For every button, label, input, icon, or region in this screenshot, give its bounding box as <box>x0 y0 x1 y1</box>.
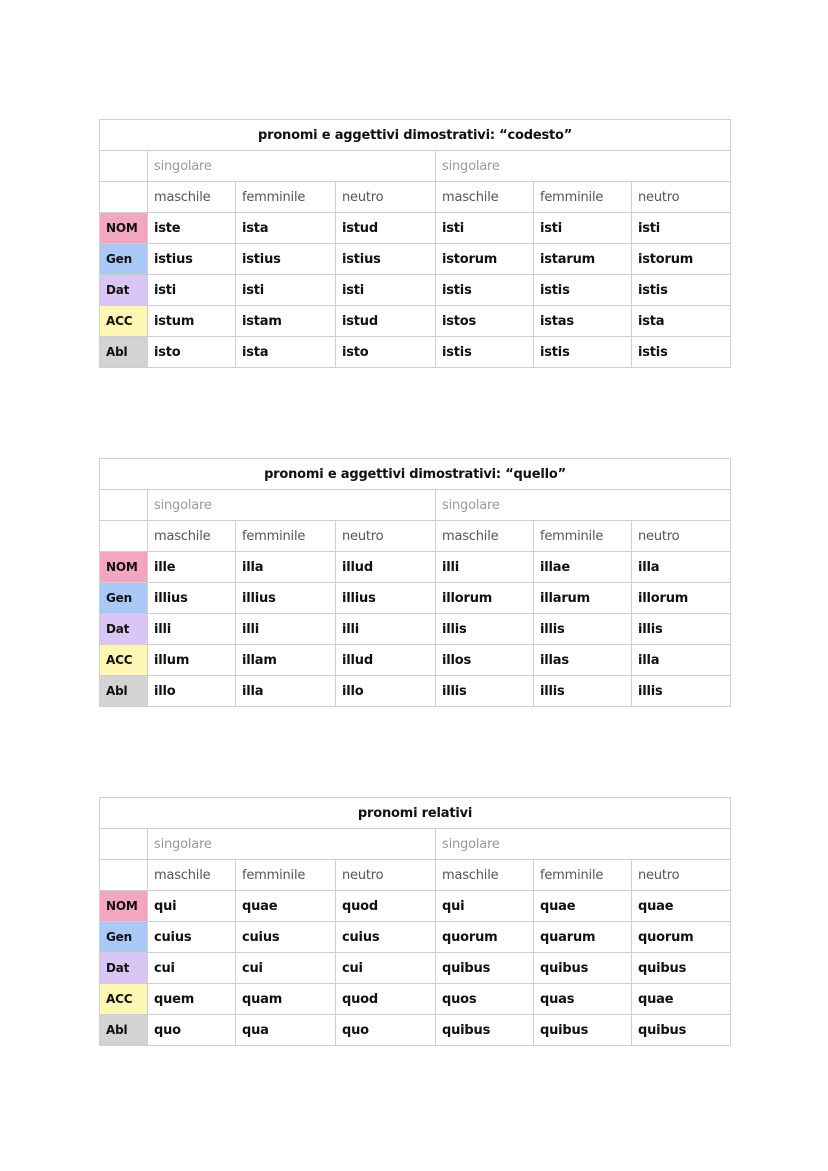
form-cell: isti <box>336 275 436 306</box>
form-cell: istis <box>534 275 632 306</box>
form-cell: isti <box>534 213 632 244</box>
form-cell: illo <box>148 676 236 707</box>
gender-header: femminile <box>236 860 336 891</box>
form-cell: isti <box>436 213 534 244</box>
gender-header: femminile <box>534 860 632 891</box>
corner-cell <box>100 490 148 521</box>
gender-header: maschile <box>436 860 534 891</box>
form-cell: istis <box>436 337 534 368</box>
form-cell: cuius <box>148 922 236 953</box>
case-label-abl: Abl <box>100 337 148 368</box>
form-cell: quod <box>336 891 436 922</box>
form-cell: quorum <box>632 922 731 953</box>
form-cell: quos <box>436 984 534 1015</box>
corner-cell <box>100 182 148 213</box>
table-row-dat <box>100 275 731 306</box>
form-cell: istam <box>236 306 336 337</box>
form-cell: quam <box>236 984 336 1015</box>
case-label-acc: ACC <box>100 306 148 337</box>
form-cell: illas <box>534 645 632 676</box>
form-cell: illis <box>534 614 632 645</box>
form-cell: isti <box>632 213 731 244</box>
form-cell: illorum <box>436 583 534 614</box>
table-row-dat <box>100 953 731 984</box>
form-cell: illae <box>534 552 632 583</box>
corner-cell <box>100 860 148 891</box>
form-cell: illarum <box>534 583 632 614</box>
form-cell: quae <box>632 984 731 1015</box>
corner-cell <box>100 521 148 552</box>
gender-header: femminile <box>236 521 336 552</box>
form-cell: istis <box>632 275 731 306</box>
form-cell: cui <box>236 953 336 984</box>
form-cell: istas <box>534 306 632 337</box>
gender-header: femminile <box>236 182 336 213</box>
form-cell: illo <box>336 676 436 707</box>
form-cell: quae <box>534 891 632 922</box>
form-cell: istis <box>436 275 534 306</box>
table-row-gen <box>100 244 731 275</box>
form-cell: illorum <box>632 583 731 614</box>
form-cell: illud <box>336 552 436 583</box>
gender-header: maschile <box>148 860 236 891</box>
form-cell: illos <box>436 645 534 676</box>
gender-header: maschile <box>436 521 534 552</box>
form-cell: quarum <box>534 922 632 953</box>
form-cell: isti <box>148 275 236 306</box>
form-cell: illa <box>236 552 336 583</box>
gender-header: maschile <box>436 182 534 213</box>
form-cell: quibus <box>436 1015 534 1046</box>
form-cell: illa <box>236 676 336 707</box>
form-cell: cuius <box>236 922 336 953</box>
form-cell: quorum <box>436 922 534 953</box>
form-cell: quo <box>336 1015 436 1046</box>
table-row-gen <box>100 922 731 953</box>
form-cell: illa <box>632 645 731 676</box>
table-row-abl <box>100 337 731 368</box>
form-cell: quod <box>336 984 436 1015</box>
gender-header: neutro <box>336 182 436 213</box>
form-cell: quibus <box>436 953 534 984</box>
form-cell: quibus <box>534 1015 632 1046</box>
form-cell: istius <box>236 244 336 275</box>
table-row-acc <box>100 984 731 1015</box>
case-label-nom: NOM <box>100 213 148 244</box>
form-cell: isto <box>336 337 436 368</box>
form-cell: illis <box>436 676 534 707</box>
table-row-dat <box>100 614 731 645</box>
form-cell: isti <box>236 275 336 306</box>
table-row-nom <box>100 213 731 244</box>
case-label-gen: Gen <box>100 583 148 614</box>
form-cell: illi <box>436 552 534 583</box>
form-cell: quibus <box>632 953 731 984</box>
gender-header: neutro <box>632 182 731 213</box>
form-cell: quibus <box>632 1015 731 1046</box>
case-label-gen: Gen <box>100 244 148 275</box>
form-cell: quo <box>148 1015 236 1046</box>
table-title: pronomi e aggettivi dimostrativi: “quello” <box>100 459 731 490</box>
form-cell: illam <box>236 645 336 676</box>
table-row-nom <box>100 891 731 922</box>
form-cell: ille <box>148 552 236 583</box>
case-label-acc: ACC <box>100 645 148 676</box>
form-cell: ista <box>236 337 336 368</box>
case-label-gen: Gen <box>100 922 148 953</box>
form-cell: illi <box>148 614 236 645</box>
form-cell: istis <box>632 337 731 368</box>
corner-cell <box>100 829 148 860</box>
form-cell: istius <box>148 244 236 275</box>
form-cell: quas <box>534 984 632 1015</box>
number-header-2: singolare <box>436 151 731 182</box>
declension-table-quello <box>99 458 731 707</box>
form-cell: ista <box>632 306 731 337</box>
number-header-1: singolare <box>148 829 436 860</box>
form-cell: qui <box>148 891 236 922</box>
form-cell: quae <box>236 891 336 922</box>
form-cell: ista <box>236 213 336 244</box>
number-header-2: singolare <box>436 490 731 521</box>
number-header-2: singolare <box>436 829 731 860</box>
form-cell: illis <box>534 676 632 707</box>
form-cell: istarum <box>534 244 632 275</box>
declension-table-codesto <box>99 119 731 368</box>
table-row-abl <box>100 676 731 707</box>
form-cell: istius <box>336 244 436 275</box>
case-label-dat: Dat <box>100 953 148 984</box>
number-header-1: singolare <box>148 151 436 182</box>
gender-header: neutro <box>336 860 436 891</box>
table-row-nom <box>100 552 731 583</box>
form-cell: istorum <box>632 244 731 275</box>
case-label-dat: Dat <box>100 614 148 645</box>
form-cell: illius <box>236 583 336 614</box>
gender-header: neutro <box>336 521 436 552</box>
form-cell: quem <box>148 984 236 1015</box>
gender-header: femminile <box>534 521 632 552</box>
form-cell: qui <box>436 891 534 922</box>
table-title: pronomi e aggettivi dimostrativi: “codesto” <box>100 120 731 151</box>
form-cell: quae <box>632 891 731 922</box>
table-row-acc <box>100 306 731 337</box>
form-cell: cui <box>336 953 436 984</box>
form-cell: illud <box>336 645 436 676</box>
gender-header: maschile <box>148 521 236 552</box>
form-cell: illi <box>336 614 436 645</box>
form-cell: istum <box>148 306 236 337</box>
form-cell: istos <box>436 306 534 337</box>
form-cell: istud <box>336 306 436 337</box>
case-label-dat: Dat <box>100 275 148 306</box>
case-label-nom: NOM <box>100 552 148 583</box>
gender-header: femminile <box>534 182 632 213</box>
declension-table-relativi <box>99 797 731 1046</box>
case-label-acc: ACC <box>100 984 148 1015</box>
form-cell: illis <box>632 676 731 707</box>
gender-header: maschile <box>148 182 236 213</box>
case-label-nom: NOM <box>100 891 148 922</box>
form-cell: quibus <box>534 953 632 984</box>
form-cell: illa <box>632 552 731 583</box>
form-cell: cuius <box>336 922 436 953</box>
form-cell: isto <box>148 337 236 368</box>
form-cell: istorum <box>436 244 534 275</box>
number-header-1: singolare <box>148 490 436 521</box>
table-row-acc <box>100 645 731 676</box>
form-cell: illius <box>336 583 436 614</box>
gender-header: neutro <box>632 860 731 891</box>
form-cell: illis <box>436 614 534 645</box>
corner-cell <box>100 151 148 182</box>
gender-header: neutro <box>632 521 731 552</box>
table-row-abl <box>100 1015 731 1046</box>
table-title: pronomi relativi <box>100 798 731 829</box>
form-cell: illum <box>148 645 236 676</box>
form-cell: illi <box>236 614 336 645</box>
form-cell: istud <box>336 213 436 244</box>
form-cell: iste <box>148 213 236 244</box>
case-label-abl: Abl <box>100 1015 148 1046</box>
form-cell: illis <box>632 614 731 645</box>
form-cell: qua <box>236 1015 336 1046</box>
case-label-abl: Abl <box>100 676 148 707</box>
form-cell: illius <box>148 583 236 614</box>
form-cell: cui <box>148 953 236 984</box>
form-cell: istis <box>534 337 632 368</box>
table-row-gen <box>100 583 731 614</box>
